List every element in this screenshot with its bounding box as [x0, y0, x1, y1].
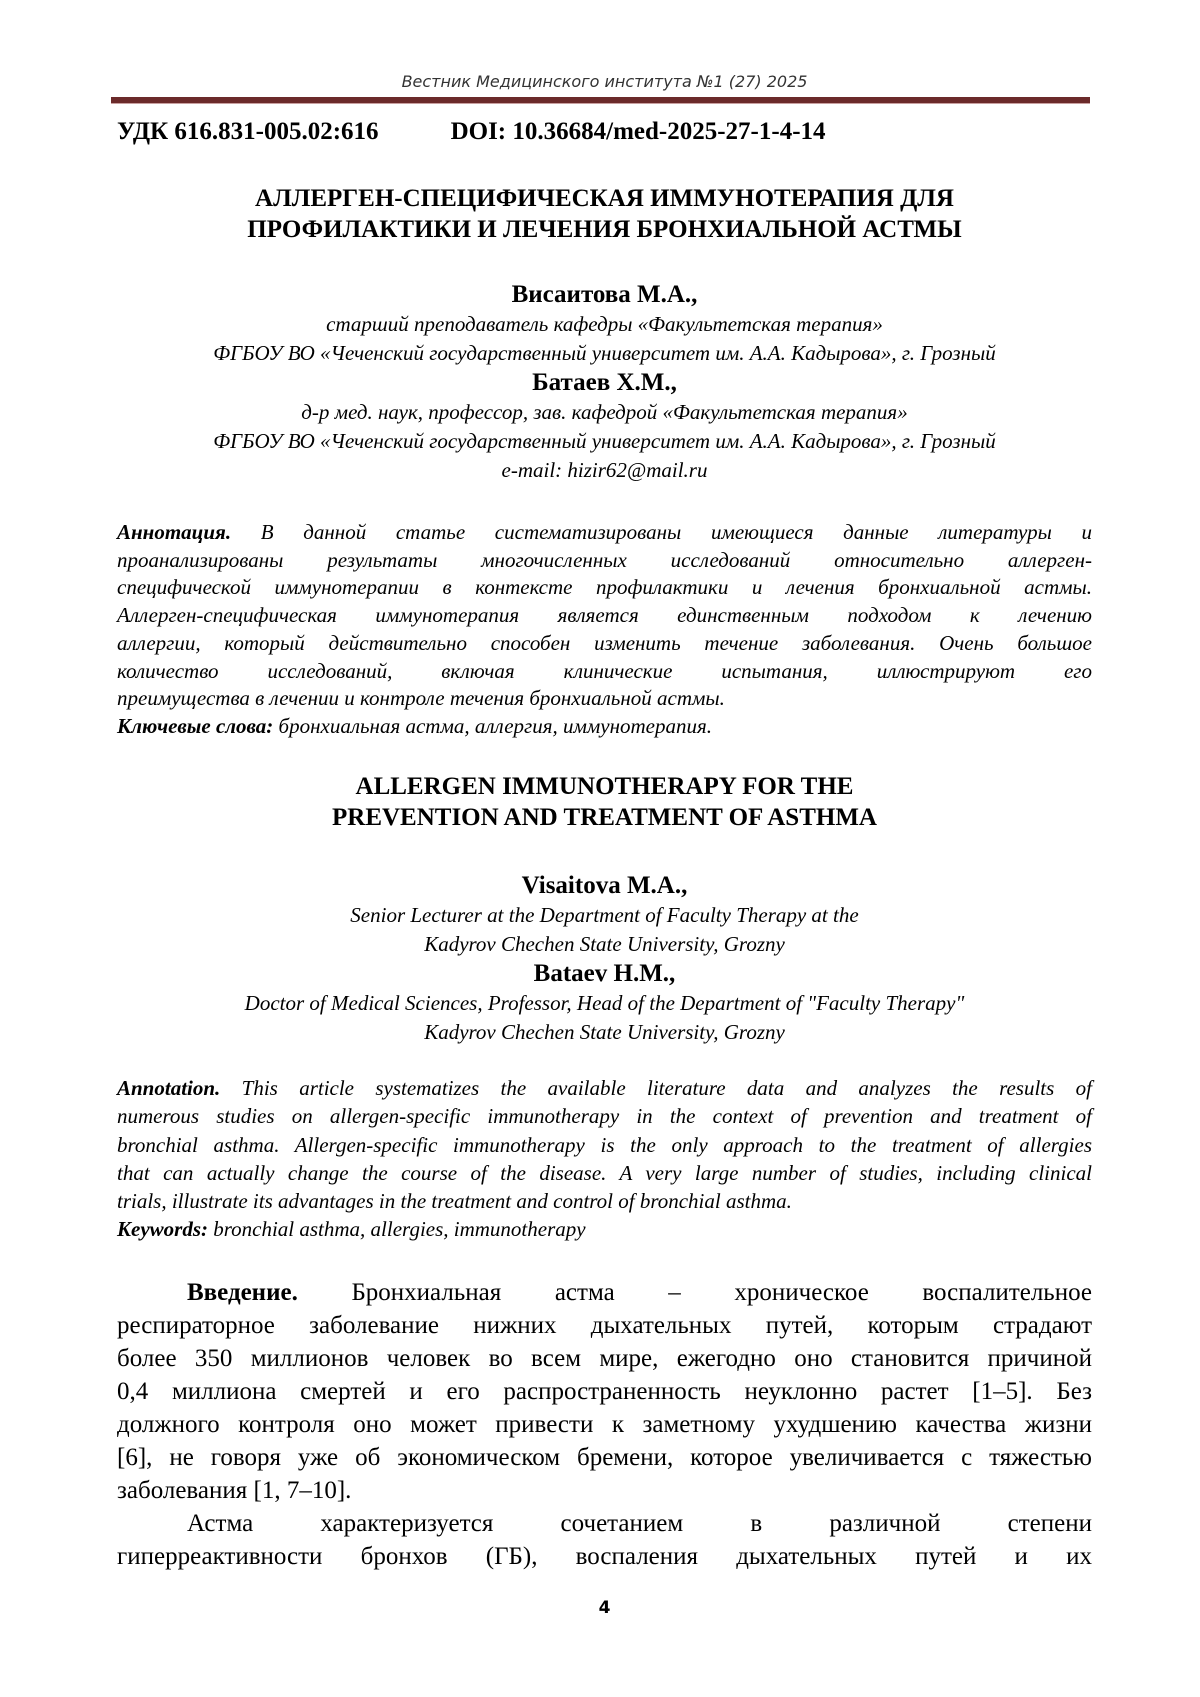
- ru-title-line: АЛЛЕРГЕН-СПЕЦИФИЧЕСКАЯ ИММУНОТЕРАПИЯ ДЛЯ: [255, 185, 954, 212]
- body-text: Бронхиальная астма – хроническое воспалительное: [297, 1279, 1092, 1306]
- abstract-text: This article systematizes the available literature data and analyzes the results of: [220, 1076, 1092, 1100]
- body-line: 0,4 миллиона смертей и его распространенность неуклонно растет [1–5]. Без: [117, 1378, 1092, 1405]
- keywords-text: бронхиальная астма, аллергия, иммунотерапия.: [273, 713, 713, 738]
- en-title-line: ALLERGEN IMMUNOTHERAPY FOR THE: [355, 773, 854, 800]
- en-title-line: PREVENTION AND TREATMENT OF ASTHMA: [332, 804, 877, 831]
- en-title: [117, 771, 1092, 833]
- body-line: [6], не говоря уже об экономическом бремени, которое увеличивается с тяжестью: [117, 1444, 1092, 1471]
- author-name: Bataev H.M.,: [533, 960, 676, 987]
- page-number: 4: [598, 1598, 611, 1618]
- abstract-line: that can actually change the course of the disease. A very large number of studies, including clinical: [117, 1160, 1092, 1185]
- body-line: более 350 миллионов человек во всем мире, ежегодно оно становится причиной: [117, 1345, 1092, 1372]
- keywords: [117, 1215, 1092, 1243]
- intro-label: Введение.: [187, 1279, 298, 1306]
- abstract-line: количество исследований, включая клинические испытания, иллюстрируют его: [117, 658, 1092, 683]
- author-name: Висаитова М.А.,: [511, 281, 698, 308]
- author-name: Visaitova M.A.,: [521, 872, 688, 899]
- abstract-line: [117, 519, 1092, 547]
- udk-code: УДК 616.831-005.02:616: [117, 118, 379, 145]
- abstract-line: bronchial asthma. Allergen-specific immunotherapy is the only approach to the treatment of allergies: [117, 1132, 1092, 1157]
- body-line: должного контроля оно может привести к заметному ухудшению качества жизни: [117, 1411, 1092, 1438]
- abstract-line: trials, illustrate its advantages in the treatment and control of bronchial asthma.: [117, 1189, 792, 1214]
- author-org: Kadyrov Chechen State University, Grozny: [424, 1020, 785, 1044]
- abstract-line: специфической иммунотерапии в контексте профилактики и лечения бронхиальной астмы.: [117, 575, 1092, 600]
- author-position: Senior Lecturer at the Department of Faculty Therapy at the: [350, 903, 859, 927]
- doi: DOI: 10.36684/med-2025-27-1-4-14: [450, 118, 826, 145]
- ru-title-line: ПРОФИЛАКТИКИ И ЛЕЧЕНИЯ БРОНХИАЛЬНОЙ АСТМЫ: [247, 216, 962, 243]
- abstract-line: [117, 1074, 1092, 1102]
- author-position: д-р мед. наук, профессор, зав. кафедрой «Факультетская терапия»: [301, 400, 908, 424]
- running-header: Вестник Медицинского института №1 (27) 2025: [401, 72, 808, 91]
- en-authors: [117, 871, 1092, 1047]
- body-line: респираторное заболевание нижних дыхательных путей, которым страдают: [117, 1312, 1092, 1339]
- keywords-label: Ключевые слова:: [117, 713, 274, 738]
- body-line: [117, 1276, 1092, 1309]
- author-position: Doctor of Medical Sciences, Professor, Head of the Department of "Faculty Therapy": [244, 991, 965, 1015]
- ru-abstract: [117, 519, 1092, 741]
- body-line: гиперреактивности бронхов (ГБ), воспаления дыхательных путей и их: [117, 1543, 1092, 1570]
- body-line: Астма характеризуется сочетанием в различной степени: [187, 1510, 1092, 1537]
- abstract-line: преимущества в лечении и контроле течения бронхиальной астмы.: [117, 686, 725, 711]
- abstract-line: аллергии, который действительно способен изменить течение заболевания. Очень большое: [117, 630, 1092, 655]
- introduction: [117, 1276, 1092, 1573]
- abstract-line: проанализированы результаты многочисленных исследований относительно аллерген-: [117, 547, 1092, 572]
- abstract-label: Annotation.: [117, 1076, 221, 1100]
- abstract-text: В данной статье систематизированы имеющиеся данные литературы и: [231, 520, 1092, 544]
- author-org: ФГБОУ ВО «Чеченский государственный университет им. А.А. Кадырова», г. Грозный: [213, 429, 996, 453]
- abstract-line: numerous studies on allergen-specific immunotherapy in the context of prevention and treatment of: [117, 1104, 1092, 1129]
- body-line: заболевания [1, 7–10].: [117, 1477, 352, 1504]
- author-position: старший преподаватель кафедры «Факультетская терапия»: [326, 312, 883, 336]
- keywords: [117, 713, 1092, 741]
- author-name: Батаев Х.М.,: [532, 369, 677, 396]
- keywords-label: Keywords:: [117, 1217, 208, 1242]
- author-org: ФГБОУ ВО «Чеченский государственный университет им. А.А. Кадырова», г. Грозный: [213, 341, 996, 365]
- ru-authors: [117, 280, 1092, 485]
- header-rule: [111, 97, 1090, 104]
- article-identifiers: [117, 118, 1092, 146]
- ru-title: [117, 183, 1092, 245]
- author-email: e-mail: hizir62@mail.ru: [501, 458, 708, 482]
- abstract-line: Аллерген-специфическая иммунотерапия является единственным подходом к лечению: [117, 603, 1092, 628]
- author-org: Kadyrov Chechen State University, Grozny: [424, 932, 785, 956]
- keywords-text: bronchial asthma, allergies, immunotherapy: [208, 1217, 586, 1242]
- abstract-label: Аннотация.: [117, 520, 232, 544]
- en-abstract: [117, 1074, 1092, 1244]
